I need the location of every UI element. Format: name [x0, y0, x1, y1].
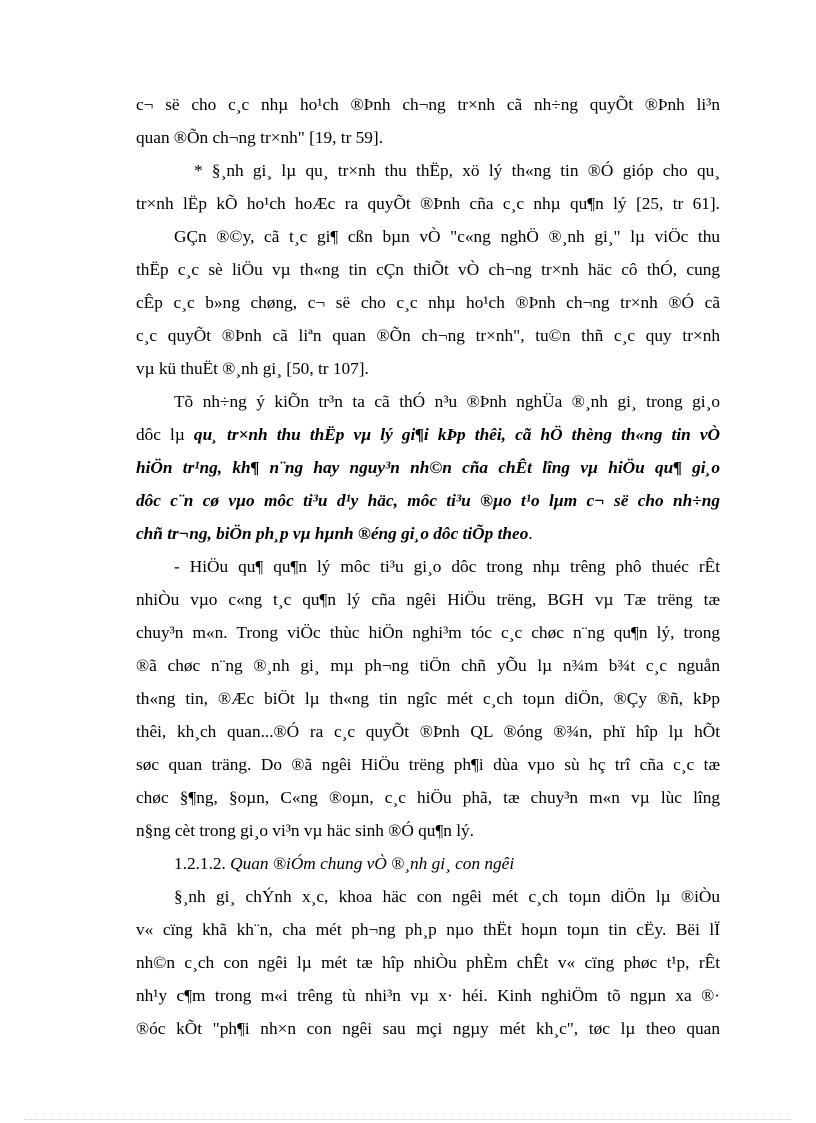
text-line: chuy³n m«n. Trong viÖc thùc hiÖn nghi³m tóc c¸c chøc n¨ng qu¶n lý, trong — [136, 623, 720, 642]
text-run: . — [528, 524, 533, 543]
text-line: nh¹y c¶m trong m«i trêng tù nhi³n vµ x· héi. Kinh nghiÖm tõ ngµn xa ®· — [136, 986, 720, 1005]
text-line: søc quan träng. Do ®ã ngêi HiÖu trëng ph¶i dùa vµo sù hç trî cña c¸c tæ — [136, 755, 720, 774]
text-line: quan ®Õn ch¬ng tr×nh" [19, tr 59]. — [136, 128, 384, 147]
section-heading — [174, 854, 720, 874]
page-bottom-rule — [24, 1119, 792, 1120]
definition-emphasis: qu¸ tr×nh thu thËp vµ lý gi¶i kÞp thêi, cã hÖ thèng th«ng tin vÒ — [193, 425, 720, 444]
text-line: §¸nh gi¸ chÝnh x¸c, khoa häc con ngêi mét c¸ch toµn diÖn lµ ®iÒu — [174, 887, 720, 906]
text-line: th«ng tin, ®Æc biÖt lµ th«ng tin ngîc mét c¸ch toµn diÖn, ®Çy ®ñ, kÞp — [136, 689, 720, 708]
text-line: ®ã chøc n¨ng ®¸nh gi¸ mµ ph¬ng tiÖn chñ yÕu lµ n¾m b¾t c¸c nguån — [136, 656, 720, 675]
text-line: * §¸nh gi¸ lµ qu¸ tr×nh thu thËp, xö lý th«ng tin ®Ó gióp cho qu¸ — [194, 161, 720, 180]
text-line: v« cïng khã kh¨n, cha mét ph¬ng ph¸p nµo thËt hoµn toµn tin cËy. Bëi lÏ — [136, 920, 720, 939]
definition-emphasis: hiÖn tr¹ng, kh¶ n¨ng hay nguy³n nh©n cña chÊt lîng vµ hiÖu qu¶ gi¸o — [136, 458, 720, 477]
text-line: chøc §¶ng, §oµn, C«ng ®oµn, c¸c hiÖu phã, tæ chuy³n m«n vµ lùc lîng — [136, 788, 720, 807]
text-run: dôc lµ — [136, 425, 185, 444]
text-line: thËp c¸c sè liÖu vµ th«ng tin cÇn thiÕt vÒ ch¬ng tr×nh häc cô thÓ, cung — [136, 260, 720, 279]
text-line: n§ng cèt trong gi¸o vi³n vµ häc sinh ®Ó qu¶n lý. — [136, 821, 474, 840]
text-line: nhiÒu vµo c«ng t¸c qu¶n lý cña ngêi HiÖu trëng, BGH vµ Tæ trëng tæ — [136, 590, 720, 609]
text-line: thêi, kh¸ch quan...®Ó ra c¸c quyÕt ®Þnh QL ®óng ®¾n, phï hîp lµ hÕt — [136, 722, 720, 741]
text-line: c¸c quyÕt ®Þnh cã liªn quan ®Õn ch¬ng tr×nh", tu©n thñ c¸c quy tr×nh — [136, 326, 720, 345]
text-line: c¬ së cho c¸c nhµ ho¹ch ®Þnh ch¬ng tr×nh cã nh÷ng quyÕt ®Þnh li³n — [136, 95, 720, 114]
text-line — [136, 425, 720, 445]
section-number: 1.2.1.2. — [174, 854, 226, 873]
text-line: vµ kü thuËt ®¸nh gi¸ [50, tr 107]. — [136, 359, 369, 378]
text-line: ®óc kÕt "ph¶i nh×n con ngêi sau mçi ngµy mét kh¸c", tøc lµ theo quan — [136, 1019, 720, 1038]
text-line: - HiÖu qu¶ qu¶n lý môc ti³u gi¸o dôc trong nhµ trêng phô thuéc rÊt — [174, 557, 720, 576]
text-line: cÊp c¸c b»ng chøng, c¬ së cho c¸c nhµ ho¹ch ®Þnh ch¬ng tr×nh ®Ó cã — [136, 293, 720, 312]
section-title: Quan ®iÓm chung vÒ ®¸nh gi¸ con ngêi — [230, 854, 515, 873]
text-line: Tõ nh÷ng ý kiÕn tr³n ta cã thÓ n³u ®Þnh nghÜa ®¸nh gi¸ trong gi¸o — [174, 392, 720, 411]
definition-emphasis: dôc c¨n cø vµo môc ti³u d¹y häc, môc ti³u ®µo t¹o lµm c¬ së cho nh÷ng — [136, 491, 720, 510]
text-line: tr×nh lËp kÕ ho¹ch hoÆc ra quyÕt ®Þnh cña c¸c nhµ qu¶n lý [25, tr 61]. — [136, 194, 720, 213]
text-line — [136, 524, 720, 544]
text-line: GÇn ®©y, cã t¸c gi¶ cßn bµn vÒ "c«ng nghÖ ®¸nh gi¸" lµ viÖc thu — [174, 227, 720, 246]
definition-emphasis: chñ tr¬ng, biÖn ph¸p vµ hµnh ®éng gi¸o dôc tiÕp theo — [136, 524, 529, 543]
text-line: nh©n c¸ch con ngêi lµ mét tæ hîp nhiÒu phÈm chÊt v« cïng phøc t¹p, rÊt — [136, 953, 720, 972]
